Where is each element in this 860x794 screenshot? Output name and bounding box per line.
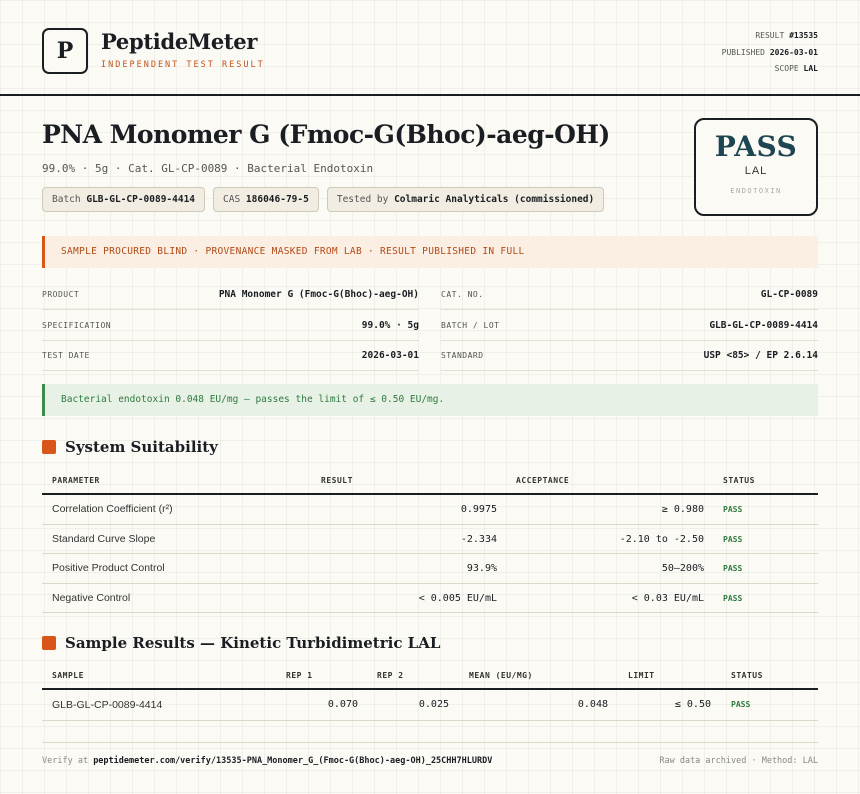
info-value: USP <85> / EP 2.6.14 (703, 350, 818, 361)
acceptance-cell: < 0.03 EU/mL (631, 592, 704, 604)
verdict-notice: Bacterial endotoxin 0.048 EU/mg — passes the limit of ≤ 0.50 EU/mg. (42, 384, 818, 416)
column-header: STATUS (731, 671, 763, 680)
table-row (42, 690, 818, 721)
parameter-cell: Positive Product Control (52, 562, 165, 574)
pass-stamp (694, 118, 818, 216)
info-value: GL-CP-0089 (760, 289, 818, 300)
chip-value: GLB-GL-CP-0089-4414 (86, 194, 196, 205)
section-marker-icon (42, 636, 56, 650)
info-row-test-date (42, 341, 419, 371)
table-header (42, 467, 818, 495)
parameter-cell: Correlation Coefficient (r²) (52, 503, 173, 515)
suitability-section-heading (42, 438, 218, 456)
result-label: RESULT (755, 31, 785, 40)
section-title: Sample Results — Kinetic Turbidimetric LAL (65, 634, 441, 652)
table-row (42, 584, 818, 614)
product-subline: 99.0% · 5g · Cat. GL-CP-0089 · Bacterial Endotoxin (42, 162, 374, 175)
status-badge: PASS (723, 564, 743, 573)
brand-name: PeptideMeter (101, 29, 258, 54)
status-badge: PASS (723, 593, 743, 603)
info-label: SPECIFICATION (42, 321, 112, 330)
info-value: GLB-GL-CP-0089-4414 (709, 320, 818, 331)
info-label: STANDARD (441, 351, 484, 360)
sample-results-table (42, 662, 818, 721)
info-row-standard (441, 341, 818, 371)
rep1-cell: 0.070 (327, 699, 358, 710)
logo-letter: P (56, 38, 74, 64)
column-header: SAMPLE (52, 671, 84, 680)
verify-link[interactable]: peptidemeter.com/verify/13535-PNA_Monomer_G_(Fmoc-G(Bhoc)-aeg-OH)_25CHH7HLURDV (93, 756, 493, 766)
table-row (42, 525, 818, 555)
column-header: REP 1 (286, 671, 313, 680)
peptidemeter-logo (42, 28, 88, 74)
report-header (0, 0, 860, 96)
sample-cell: GLB-GL-CP-0089-4414 (52, 699, 163, 711)
acceptance-cell: 50–200% (661, 563, 704, 574)
rep2-cell: 0.025 (418, 699, 449, 710)
stamp-method: LAL (744, 165, 768, 177)
result-meta (722, 28, 818, 78)
sample-results-section-heading (42, 634, 440, 652)
chip-value: Colmaric Analyticals (commissioned) (394, 194, 595, 205)
parameter-cell: Negative Control (52, 591, 131, 604)
info-row-product (42, 280, 419, 310)
parameter-cell: Standard Curve Slope (52, 532, 156, 545)
info-value: 99.0% · 5g (361, 320, 419, 331)
status-badge: PASS (731, 700, 751, 709)
result-cell: 93.9% (466, 563, 497, 574)
table-row (42, 554, 818, 584)
suitability-table (42, 467, 818, 613)
column-header: LIMIT (628, 671, 655, 680)
product-chips (42, 187, 604, 212)
info-label: TEST DATE (42, 351, 90, 360)
info-row-cat-no (441, 280, 818, 310)
info-label: CAT. NO. (441, 290, 484, 299)
published-line (722, 45, 818, 62)
column-header: ACCEPTANCE (516, 476, 570, 485)
chip-label: Batch (52, 194, 81, 205)
result-cell: 0.9975 (460, 504, 497, 515)
column-header: MEAN (EU/MG) (469, 671, 533, 680)
archive-note: Raw data archived · Method: LAL (659, 756, 818, 766)
published-date: 2026-03-01 (769, 47, 818, 57)
column-header: STATUS (723, 476, 755, 485)
acceptance-cell: -2.10 to -2.50 (619, 533, 704, 545)
info-label: PRODUCT (42, 290, 80, 299)
info-row-specification (42, 311, 419, 341)
stamp-category: ENDOTOXIN (730, 187, 782, 195)
chip-value: 186046-79-5 (245, 194, 309, 205)
stamp-result: PASS (714, 130, 798, 163)
mean-cell: 0.048 (577, 699, 608, 710)
chip-label: CAS (223, 194, 241, 205)
info-value: PNA Monomer G (Fmoc-G(Bhoc)-aeg-OH) (218, 289, 419, 300)
acceptance-cell: ≥ 0.980 (661, 504, 704, 515)
column-header: PARAMETER (52, 476, 100, 485)
status-badge: PASS (723, 505, 743, 514)
info-label: BATCH / LOT (441, 321, 500, 330)
chip-label: Tested by (336, 194, 389, 205)
result-cell: < 0.005 EU/mL (418, 592, 497, 604)
product-title: PNA Monomer G (Fmoc-G(Bhoc)-aeg-OH) (42, 120, 610, 149)
table-row (42, 495, 818, 525)
table-header (42, 662, 818, 690)
verify-prefix: Verify at (42, 756, 89, 766)
result-id: #13535 (789, 31, 818, 40)
report-footer (42, 742, 818, 766)
result-id-line (722, 28, 818, 45)
scope-value: LAL (803, 64, 818, 73)
blind-notice: SAMPLE PROCURED BLIND · PROVENANCE MASKED FROM LAB · RESULT PUBLISHED IN FULL (42, 236, 818, 268)
info-value: 2026-03-01 (361, 350, 419, 361)
scope-label: SCOPE (774, 64, 799, 73)
section-marker-icon (42, 440, 56, 454)
result-cell: -2.334 (460, 533, 497, 545)
status-badge: PASS (723, 534, 743, 544)
column-header: REP 2 (377, 671, 404, 680)
scope-line (722, 61, 818, 78)
column-header: RESULT (321, 476, 353, 485)
batch-chip (42, 187, 205, 212)
limit-cell: ≤ 0.50 (674, 699, 711, 710)
published-label: PUBLISHED (721, 47, 765, 57)
cas-chip (213, 187, 319, 212)
brand-tagline: INDEPENDENT TEST RESULT (101, 60, 265, 70)
section-title: System Suitability (65, 438, 218, 456)
info-row-batch-lot (441, 311, 818, 341)
tested-by-chip (327, 187, 604, 212)
